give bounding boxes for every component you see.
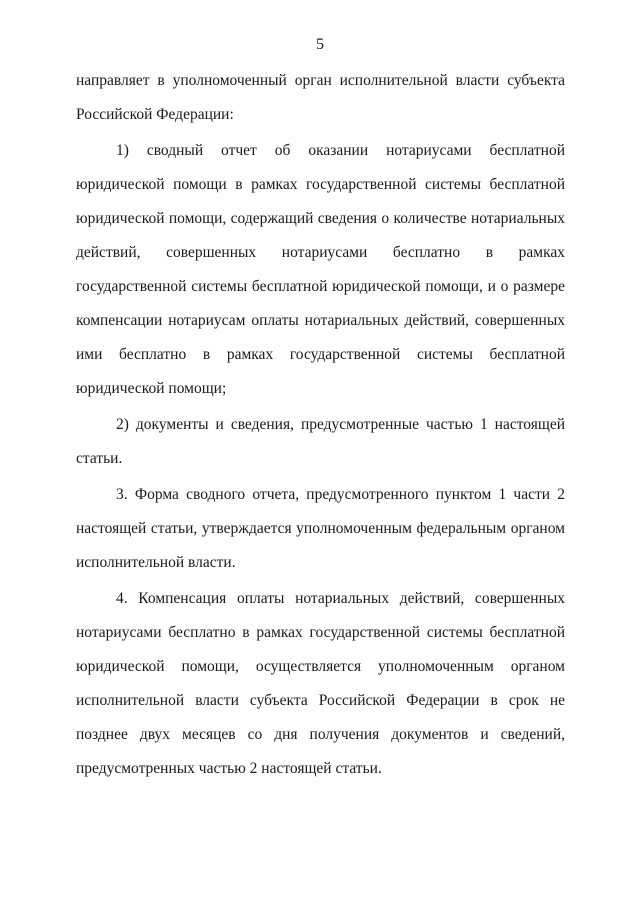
paragraph-item-2: 2) документы и сведения, предусмотренные частью 1 настоящей статьи. [76,416,565,467]
document-body [76,64,565,786]
paragraph-item-1: 1) сводный отчет об оказании нотариусами бесплатной юридической помощи в рамках государственной системы бесплатной юридической помощи, содержащий сведения о количестве нотариальных действий, совершенных нотариусами бесплатно в рамках государственной системы бесплатной юридической помощи, и о размере компенсации нотариусам оплаты нотариальных действий, совершенных ими бесплатно в рамках государственной системы бесплатной юридической помощи; [76,142,565,397]
paragraph-part-3: 3. Форма сводного отчета, предусмотренного пунктом 1 части 2 настоящей статьи, утверждается уполномоченным федеральным органом исполнительной власти. [76,486,565,571]
page-number: 5 [316,36,324,53]
paragraph-part-4: 4. Компенсация оплаты нотариальных действий, совершенных нотариусами бесплатно в рамках государственной системы бесплатной юридической помощи, осуществляется уполномоченным органом исполнительной власти субъекта Российской Федерации в срок не позднее двух месяцев со дня получения документов и сведений, предусмотренных частью 2 настоящей статьи. [76,590,565,777]
paragraph-continuation: направляет в уполномоченный орган исполнительной власти субъекта Российской Федерации: [76,72,565,123]
